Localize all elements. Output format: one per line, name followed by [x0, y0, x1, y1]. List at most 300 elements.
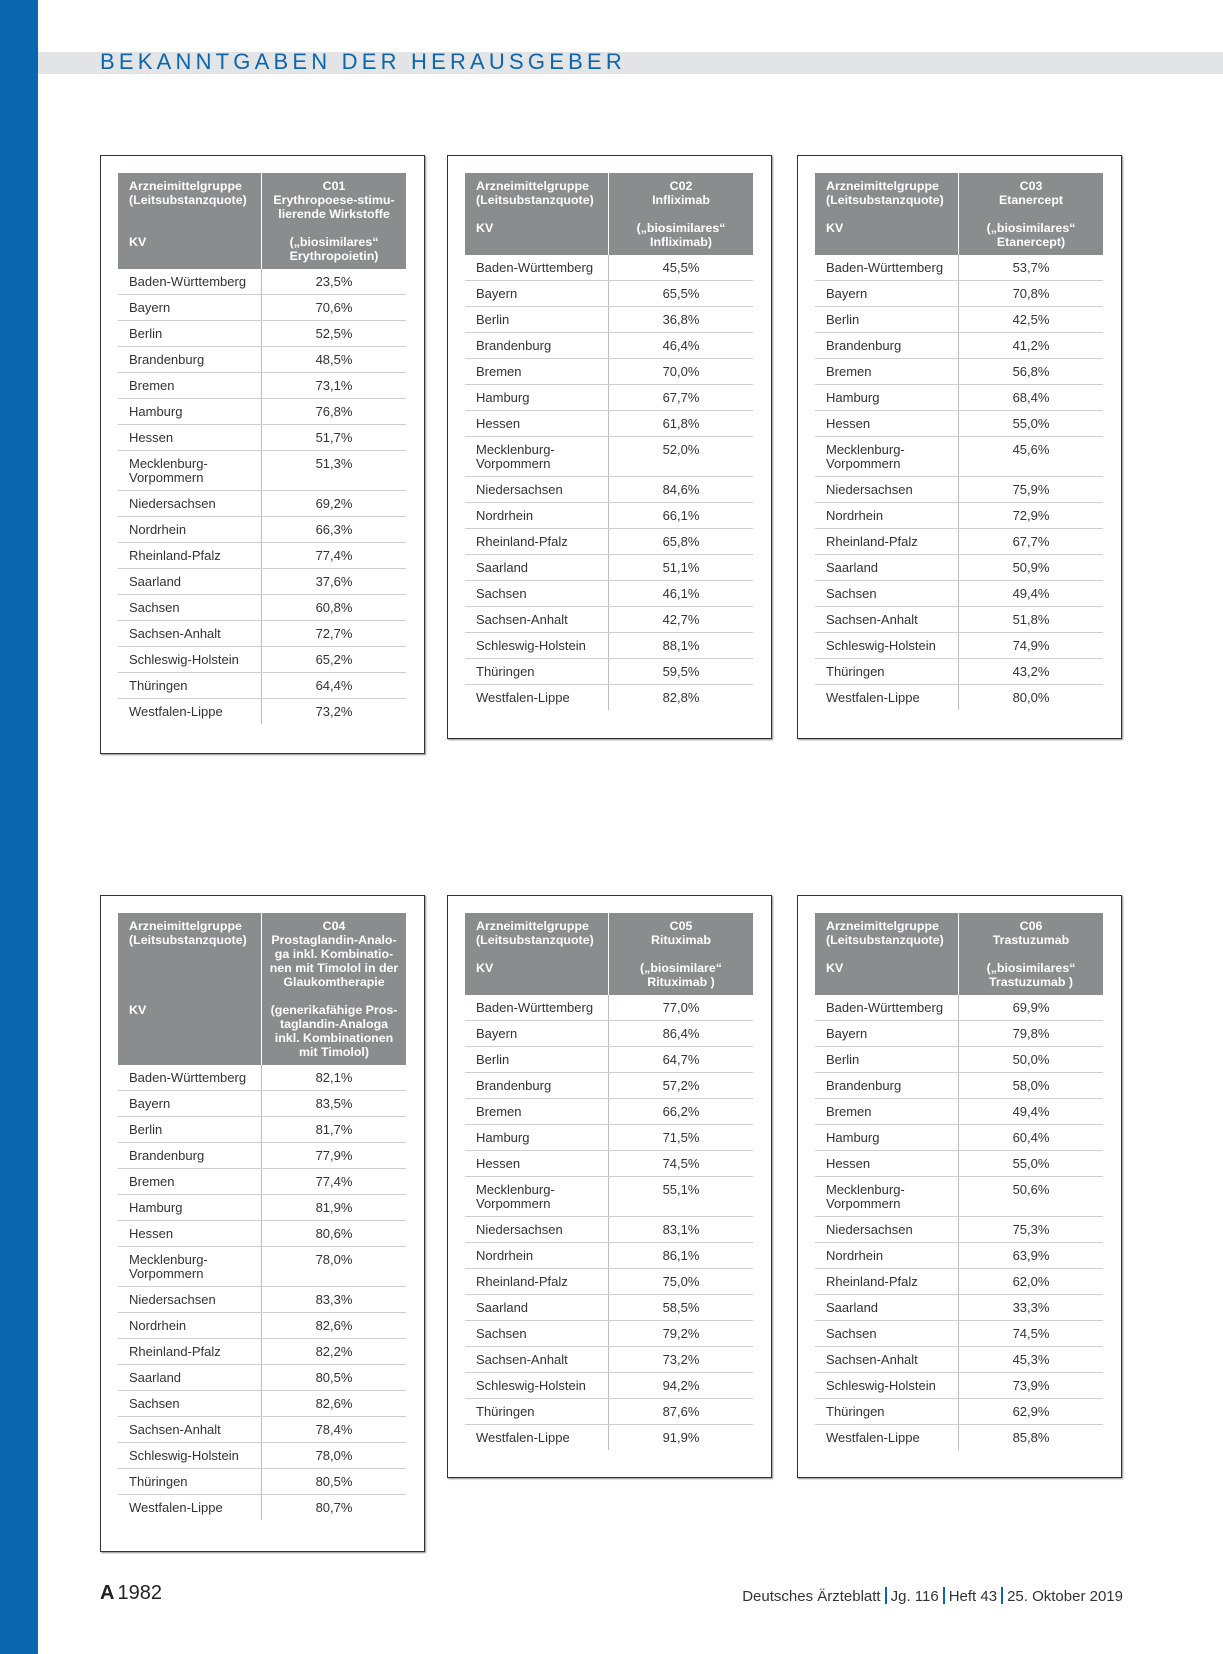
header-kv-label: KV	[476, 221, 494, 235]
quota-value-cell: 65,5%	[662, 286, 700, 301]
kv-region-cell: Westfalen-Lippe	[118, 1495, 262, 1520]
kv-region-cell: Bayern	[465, 281, 609, 306]
kv-region-cell: Sachsen-Anhalt	[465, 607, 609, 632]
quota-value-cell: 69,9%	[1012, 1000, 1050, 1015]
table-box-c01	[100, 155, 425, 754]
kv-region-cell: Westfalen-Lippe	[118, 699, 262, 724]
kv-region-cell: Schleswig-Holstein	[118, 647, 262, 672]
table-row	[118, 1443, 406, 1469]
quota-value-cell: 70,6%	[315, 300, 353, 315]
kv-region-cell: Niedersachsen	[815, 1217, 959, 1242]
quota-value-cell: 64,4%	[315, 678, 353, 693]
kv-region-cell: Mecklenburg- Vorpommern	[815, 437, 959, 476]
quota-value-cell: 23,5%	[315, 274, 353, 289]
table-row	[118, 699, 406, 724]
table-row	[118, 1143, 406, 1169]
kv-region-cell: Berlin	[465, 307, 609, 332]
table-row	[118, 451, 406, 491]
quota-value-cell: 82,6%	[315, 1396, 353, 1411]
quota-value-cell: 64,7%	[662, 1052, 700, 1067]
quota-value-cell: 63,9%	[1012, 1248, 1050, 1263]
quota-value-cell: 43,2%	[1012, 664, 1050, 679]
quota-value-cell: 86,4%	[662, 1026, 700, 1041]
kv-region-cell: Mecklenburg- Vorpommern	[118, 1247, 262, 1286]
header-kv-label: KV	[826, 221, 844, 235]
table-row	[465, 1021, 753, 1047]
table-row	[815, 529, 1103, 555]
header-drug-cell: C05 Rituximab („biosimilare“ Rituximab )	[640, 919, 722, 989]
kv-region-cell: Mecklenburg- Vorpommern	[465, 437, 609, 476]
table-row	[465, 385, 753, 411]
quota-value-cell: 86,1%	[662, 1248, 700, 1263]
header-group-label: Arzneimittelgruppe (Leitsubstanzquote)	[129, 179, 247, 207]
quota-value-cell: 75,3%	[1012, 1222, 1050, 1237]
table-row	[465, 411, 753, 437]
header-drug-cell: C06 Trastuzumab („biosimilares“ Trastuzumab )	[986, 919, 1076, 989]
table-row	[465, 1347, 753, 1373]
header-group-label: Arzneimittelgruppe (Leitsubstanzquote)	[826, 179, 944, 207]
table-row	[118, 491, 406, 517]
kv-region-cell: Nordrhein	[118, 1313, 262, 1338]
header-group-label: Arzneimittelgruppe (Leitsubstanzquote)	[476, 179, 594, 207]
header-group-label: Arzneimittelgruppe (Leitsubstanzquote)	[129, 919, 247, 947]
table-row	[118, 621, 406, 647]
kv-region-cell: Bremen	[118, 373, 262, 398]
kv-region-cell: Bayern	[465, 1021, 609, 1046]
kv-region-cell: Hessen	[118, 1221, 262, 1246]
quota-value-cell: 78,0%	[315, 1252, 353, 1267]
table-row	[815, 385, 1103, 411]
kv-region-cell: Niedersachsen	[465, 1217, 609, 1242]
quota-value-cell: 52,5%	[315, 326, 353, 341]
kv-region-cell: Westfalen-Lippe	[815, 685, 959, 710]
quota-value-cell: 60,4%	[1012, 1130, 1050, 1145]
table-row	[118, 517, 406, 543]
header-kv-label: KV	[129, 1003, 147, 1017]
kv-region-cell: Rheinland-Pfalz	[465, 529, 609, 554]
quota-value-cell: 75,9%	[1012, 482, 1050, 497]
kv-region-cell: Bremen	[465, 1099, 609, 1124]
table-row	[118, 1195, 406, 1221]
header-drug-cell: C02 Infliximab („biosimilares“ Infliximab)	[636, 179, 726, 249]
kv-region-cell: Schleswig-Holstein	[465, 1373, 609, 1398]
quota-value-cell: 83,1%	[662, 1222, 700, 1237]
table-row	[815, 1047, 1103, 1073]
journal-issue: Heft 43	[948, 1588, 998, 1605]
kv-region-cell: Rheinland-Pfalz	[815, 529, 959, 554]
page-letter: A	[100, 1582, 115, 1604]
kv-region-cell: Nordrhein	[465, 503, 609, 528]
table-row	[465, 1269, 753, 1295]
quota-value-cell: 48,5%	[315, 352, 353, 367]
kv-region-cell: Hessen	[465, 411, 609, 436]
quota-value-cell: 53,7%	[1012, 260, 1050, 275]
table-row	[118, 1417, 406, 1443]
kv-region-cell: Mecklenburg- Vorpommern	[815, 1177, 959, 1216]
kv-region-cell: Berlin	[118, 1117, 262, 1142]
table-row	[118, 1247, 406, 1287]
kv-region-cell: Hamburg	[465, 1125, 609, 1150]
quota-value-cell: 73,1%	[315, 378, 353, 393]
quota-value-cell: 73,2%	[315, 704, 353, 719]
table-row	[815, 411, 1103, 437]
quota-value-cell: 78,0%	[315, 1448, 353, 1463]
table-row	[815, 307, 1103, 333]
kv-region-cell: Thüringen	[815, 1399, 959, 1424]
kv-region-cell: Niedersachsen	[118, 1287, 262, 1312]
table-row	[118, 373, 406, 399]
quota-value-cell: 85,8%	[1012, 1430, 1050, 1445]
quota-value-cell: 77,9%	[315, 1148, 353, 1163]
quota-value-cell: 79,8%	[1012, 1026, 1050, 1041]
kv-region-cell: Thüringen	[118, 673, 262, 698]
quota-value-cell: 81,7%	[315, 1122, 353, 1137]
quota-value-cell: 46,4%	[662, 338, 700, 353]
header-left-cell	[118, 913, 262, 1065]
table-row	[465, 359, 753, 385]
table-row	[465, 1243, 753, 1269]
kv-region-cell: Rheinland-Pfalz	[465, 1269, 609, 1294]
table-row	[118, 1391, 406, 1417]
quota-value-cell: 50,0%	[1012, 1052, 1050, 1067]
quota-value-cell: 87,6%	[662, 1404, 700, 1419]
quota-value-cell: 65,2%	[315, 652, 353, 667]
table-row	[118, 1469, 406, 1495]
kv-region-cell: Brandenburg	[118, 347, 262, 372]
kv-region-cell: Sachsen-Anhalt	[815, 1347, 959, 1372]
table-row	[815, 359, 1103, 385]
page-number	[100, 1582, 162, 1605]
kv-region-cell: Berlin	[815, 1047, 959, 1072]
table-row	[815, 1243, 1103, 1269]
quota-value-cell: 55,0%	[1012, 1156, 1050, 1171]
quota-value-cell: 72,7%	[315, 626, 353, 641]
kv-region-cell: Bayern	[118, 295, 262, 320]
table-row	[465, 555, 753, 581]
table-row	[465, 1425, 753, 1450]
kv-region-cell: Sachsen-Anhalt	[118, 1417, 262, 1442]
quota-value-cell: 56,8%	[1012, 364, 1050, 379]
kv-region-cell: Schleswig-Holstein	[815, 1373, 959, 1398]
kv-region-cell: Schleswig-Holstein	[465, 633, 609, 658]
table-row	[118, 595, 406, 621]
kv-region-cell: Thüringen	[815, 659, 959, 684]
table-row	[815, 281, 1103, 307]
table-row	[815, 477, 1103, 503]
kv-region-cell: Sachsen-Anhalt	[118, 621, 262, 646]
table-row	[118, 1287, 406, 1313]
side-color-bar	[0, 0, 38, 1654]
header-left-cell	[465, 913, 609, 995]
quota-value-cell: 42,5%	[1012, 312, 1050, 327]
table-row	[465, 581, 753, 607]
kv-region-cell: Mecklenburg- Vorpommern	[465, 1177, 609, 1216]
quota-value-cell: 70,8%	[1012, 286, 1050, 301]
quota-value-cell: 60,8%	[315, 600, 353, 615]
kv-region-cell: Baden-Württemberg	[118, 1065, 262, 1090]
table-row	[815, 333, 1103, 359]
journal-name: Deutsches Ärzteblatt	[742, 1588, 881, 1605]
quota-value-cell: 82,2%	[315, 1344, 353, 1359]
kv-region-cell: Baden-Württemberg	[815, 255, 959, 280]
table-row	[815, 1217, 1103, 1243]
kv-region-cell: Baden-Württemberg	[815, 995, 959, 1020]
quota-value-cell: 49,4%	[1012, 1104, 1050, 1119]
kv-region-cell: Sachsen	[118, 595, 262, 620]
table-row	[465, 1321, 753, 1347]
quota-value-cell: 51,7%	[315, 430, 353, 445]
quota-value-cell: 55,0%	[1012, 416, 1050, 431]
header-kv-label: KV	[826, 961, 844, 975]
quota-value-cell: 55,1%	[662, 1182, 700, 1197]
quota-value-cell: 61,8%	[662, 416, 700, 431]
table-row	[815, 503, 1103, 529]
separator	[885, 1587, 887, 1604]
table-row	[815, 1425, 1103, 1450]
quota-value-cell: 51,3%	[315, 456, 353, 471]
table-row	[118, 321, 406, 347]
kv-region-cell: Saarland	[815, 1295, 959, 1320]
kv-region-cell: Hessen	[815, 1151, 959, 1176]
quota-value-cell: 94,2%	[662, 1378, 700, 1393]
header-kv-label: KV	[129, 235, 147, 249]
kv-region-cell: Saarland	[815, 555, 959, 580]
journal-volume: Jg. 116	[890, 1588, 939, 1605]
table-row	[118, 425, 406, 451]
table-box-c06	[797, 895, 1122, 1478]
kv-region-cell: Schleswig-Holstein	[118, 1443, 262, 1468]
journal-citation	[742, 1587, 1123, 1605]
quota-value-cell: 80,5%	[315, 1370, 353, 1385]
kv-region-cell: Saarland	[118, 569, 262, 594]
kv-region-cell: Hamburg	[815, 385, 959, 410]
quota-value-cell: 33,3%	[1012, 1300, 1050, 1315]
table-row	[118, 1339, 406, 1365]
table-row	[465, 1373, 753, 1399]
table-row	[815, 1399, 1103, 1425]
quota-value-cell: 50,9%	[1012, 560, 1050, 575]
kv-region-cell: Thüringen	[465, 659, 609, 684]
quota-value-cell: 74,5%	[1012, 1326, 1050, 1341]
table-row	[465, 659, 753, 685]
table-row	[118, 673, 406, 699]
quota-value-cell: 57,2%	[662, 1078, 700, 1093]
kv-region-cell: Thüringen	[465, 1399, 609, 1424]
quota-value-cell: 69,2%	[315, 496, 353, 511]
data-table	[815, 913, 1103, 1450]
table-row	[118, 569, 406, 595]
table-row	[118, 399, 406, 425]
kv-region-cell: Thüringen	[118, 1469, 262, 1494]
table-row	[815, 633, 1103, 659]
kv-region-cell: Nordrhein	[815, 503, 959, 528]
quota-value-cell: 59,5%	[662, 664, 700, 679]
quota-value-cell: 77,0%	[662, 1000, 700, 1015]
table-row	[815, 555, 1103, 581]
kv-region-cell: Bremen	[815, 1099, 959, 1124]
table-row	[118, 1365, 406, 1391]
table-box-c03	[797, 155, 1122, 739]
kv-region-cell: Sachsen	[815, 1321, 959, 1346]
quota-value-cell: 82,6%	[315, 1318, 353, 1333]
quota-value-cell: 82,8%	[662, 690, 700, 705]
kv-region-cell: Baden-Württemberg	[465, 995, 609, 1020]
kv-region-cell: Schleswig-Holstein	[815, 633, 959, 658]
table-row	[118, 347, 406, 373]
kv-region-cell: Bayern	[815, 281, 959, 306]
table-row	[465, 255, 753, 281]
quota-value-cell: 62,9%	[1012, 1404, 1050, 1419]
quota-value-cell: 71,5%	[662, 1130, 700, 1145]
quota-value-cell: 58,5%	[662, 1300, 700, 1315]
separator	[943, 1587, 945, 1604]
quota-value-cell: 83,5%	[315, 1096, 353, 1111]
table-row	[118, 1313, 406, 1339]
section-title: BEKANNTGABEN DER HERAUSGEBER	[100, 49, 626, 74]
table-row	[118, 1117, 406, 1143]
kv-region-cell: Hamburg	[118, 1195, 262, 1220]
quota-value-cell: 49,4%	[1012, 586, 1050, 601]
table-row	[465, 1099, 753, 1125]
table-row	[815, 255, 1103, 281]
kv-region-cell: Saarland	[465, 1295, 609, 1320]
kv-region-cell: Sachsen	[118, 1391, 262, 1416]
kv-region-cell: Nordrhein	[465, 1243, 609, 1268]
table-row	[815, 1073, 1103, 1099]
table-row	[465, 607, 753, 633]
table-box-c04	[100, 895, 425, 1552]
kv-region-cell: Baden-Württemberg	[465, 255, 609, 280]
quota-value-cell: 67,7%	[1012, 534, 1050, 549]
kv-region-cell: Rheinland-Pfalz	[118, 543, 262, 568]
header-left-cell	[815, 173, 959, 255]
table-row	[815, 1295, 1103, 1321]
header-left-cell	[118, 173, 262, 269]
kv-region-cell: Westfalen-Lippe	[465, 1425, 609, 1450]
table-header	[118, 913, 406, 1065]
table-row	[465, 1047, 753, 1073]
kv-region-cell: Rheinland-Pfalz	[815, 1269, 959, 1294]
quota-value-cell: 41,2%	[1012, 338, 1050, 353]
header-group-label: Arzneimittelgruppe (Leitsubstanzquote)	[826, 919, 944, 947]
table-row	[815, 1269, 1103, 1295]
table-header	[815, 173, 1103, 255]
kv-region-cell: Nordrhein	[118, 517, 262, 542]
quota-value-cell: 74,9%	[1012, 638, 1050, 653]
table-row	[465, 1151, 753, 1177]
table-box-c02	[447, 155, 772, 739]
table-row	[118, 295, 406, 321]
kv-region-cell: Westfalen-Lippe	[815, 1425, 959, 1450]
quota-value-cell: 80,7%	[315, 1500, 353, 1515]
quota-value-cell: 65,8%	[662, 534, 700, 549]
table-row	[815, 1347, 1103, 1373]
table-row	[815, 1151, 1103, 1177]
table-row	[815, 1099, 1103, 1125]
data-table	[465, 173, 753, 710]
quota-value-cell: 75,0%	[662, 1274, 700, 1289]
table-row	[465, 633, 753, 659]
kv-region-cell: Westfalen-Lippe	[465, 685, 609, 710]
kv-region-cell: Brandenburg	[465, 1073, 609, 1098]
header-left-cell	[465, 173, 609, 255]
journal-date: 25. Oktober 2019	[1007, 1588, 1123, 1605]
table-header	[465, 173, 753, 255]
data-table	[465, 913, 753, 1450]
table-box-c05	[447, 895, 772, 1478]
quota-value-cell: 51,1%	[662, 560, 700, 575]
table-row	[465, 529, 753, 555]
quota-value-cell: 80,0%	[1012, 690, 1050, 705]
quota-value-cell: 80,6%	[315, 1226, 353, 1241]
quota-value-cell: 67,7%	[662, 390, 700, 405]
quota-value-cell: 45,6%	[1012, 442, 1050, 457]
table-row	[465, 437, 753, 477]
kv-region-cell: Brandenburg	[465, 333, 609, 358]
quota-value-cell: 51,8%	[1012, 612, 1050, 627]
data-table	[118, 173, 406, 724]
kv-region-cell: Sachsen	[815, 581, 959, 606]
kv-region-cell: Hamburg	[118, 399, 262, 424]
header-kv-label: KV	[476, 961, 494, 975]
data-table	[118, 913, 406, 1520]
table-row	[118, 269, 406, 295]
table-row	[815, 1125, 1103, 1151]
quota-value-cell: 79,2%	[662, 1326, 700, 1341]
quota-value-cell: 45,5%	[662, 260, 700, 275]
table-row	[465, 1177, 753, 1217]
kv-region-cell: Brandenburg	[815, 333, 959, 358]
quota-value-cell: 76,8%	[315, 404, 353, 419]
table-row	[465, 1217, 753, 1243]
table-row	[118, 1091, 406, 1117]
quota-value-cell: 82,1%	[315, 1070, 353, 1085]
table-row	[465, 333, 753, 359]
kv-region-cell: Rheinland-Pfalz	[118, 1339, 262, 1364]
table-row	[465, 1073, 753, 1099]
quota-value-cell: 58,0%	[1012, 1078, 1050, 1093]
quota-value-cell: 80,5%	[315, 1474, 353, 1489]
quota-value-cell: 84,6%	[662, 482, 700, 497]
kv-region-cell: Sachsen-Anhalt	[465, 1347, 609, 1372]
kv-region-cell: Berlin	[815, 307, 959, 332]
quota-value-cell: 62,0%	[1012, 1274, 1050, 1289]
kv-region-cell: Hamburg	[465, 385, 609, 410]
quota-value-cell: 45,3%	[1012, 1352, 1050, 1367]
header-group-label: Arzneimittelgruppe (Leitsubstanzquote)	[476, 919, 594, 947]
quota-value-cell: 81,9%	[315, 1200, 353, 1215]
table-row	[465, 1125, 753, 1151]
kv-region-cell: Hessen	[465, 1151, 609, 1176]
kv-region-cell: Bremen	[815, 359, 959, 384]
quota-value-cell: 73,2%	[662, 1352, 700, 1367]
table-header	[815, 913, 1103, 995]
kv-region-cell: Sachsen	[465, 1321, 609, 1346]
kv-region-cell: Brandenburg	[815, 1073, 959, 1098]
kv-region-cell: Bayern	[118, 1091, 262, 1116]
kv-region-cell: Nordrhein	[815, 1243, 959, 1268]
page-number-value: 1982	[117, 1582, 162, 1604]
quota-value-cell: 73,9%	[1012, 1378, 1050, 1393]
table-row	[465, 1295, 753, 1321]
quota-value-cell: 77,4%	[315, 1174, 353, 1189]
table-row	[465, 995, 753, 1021]
table-row	[815, 1373, 1103, 1399]
quota-value-cell: 77,4%	[315, 548, 353, 563]
table-row	[465, 281, 753, 307]
quota-value-cell: 88,1%	[662, 638, 700, 653]
table-header	[118, 173, 406, 269]
